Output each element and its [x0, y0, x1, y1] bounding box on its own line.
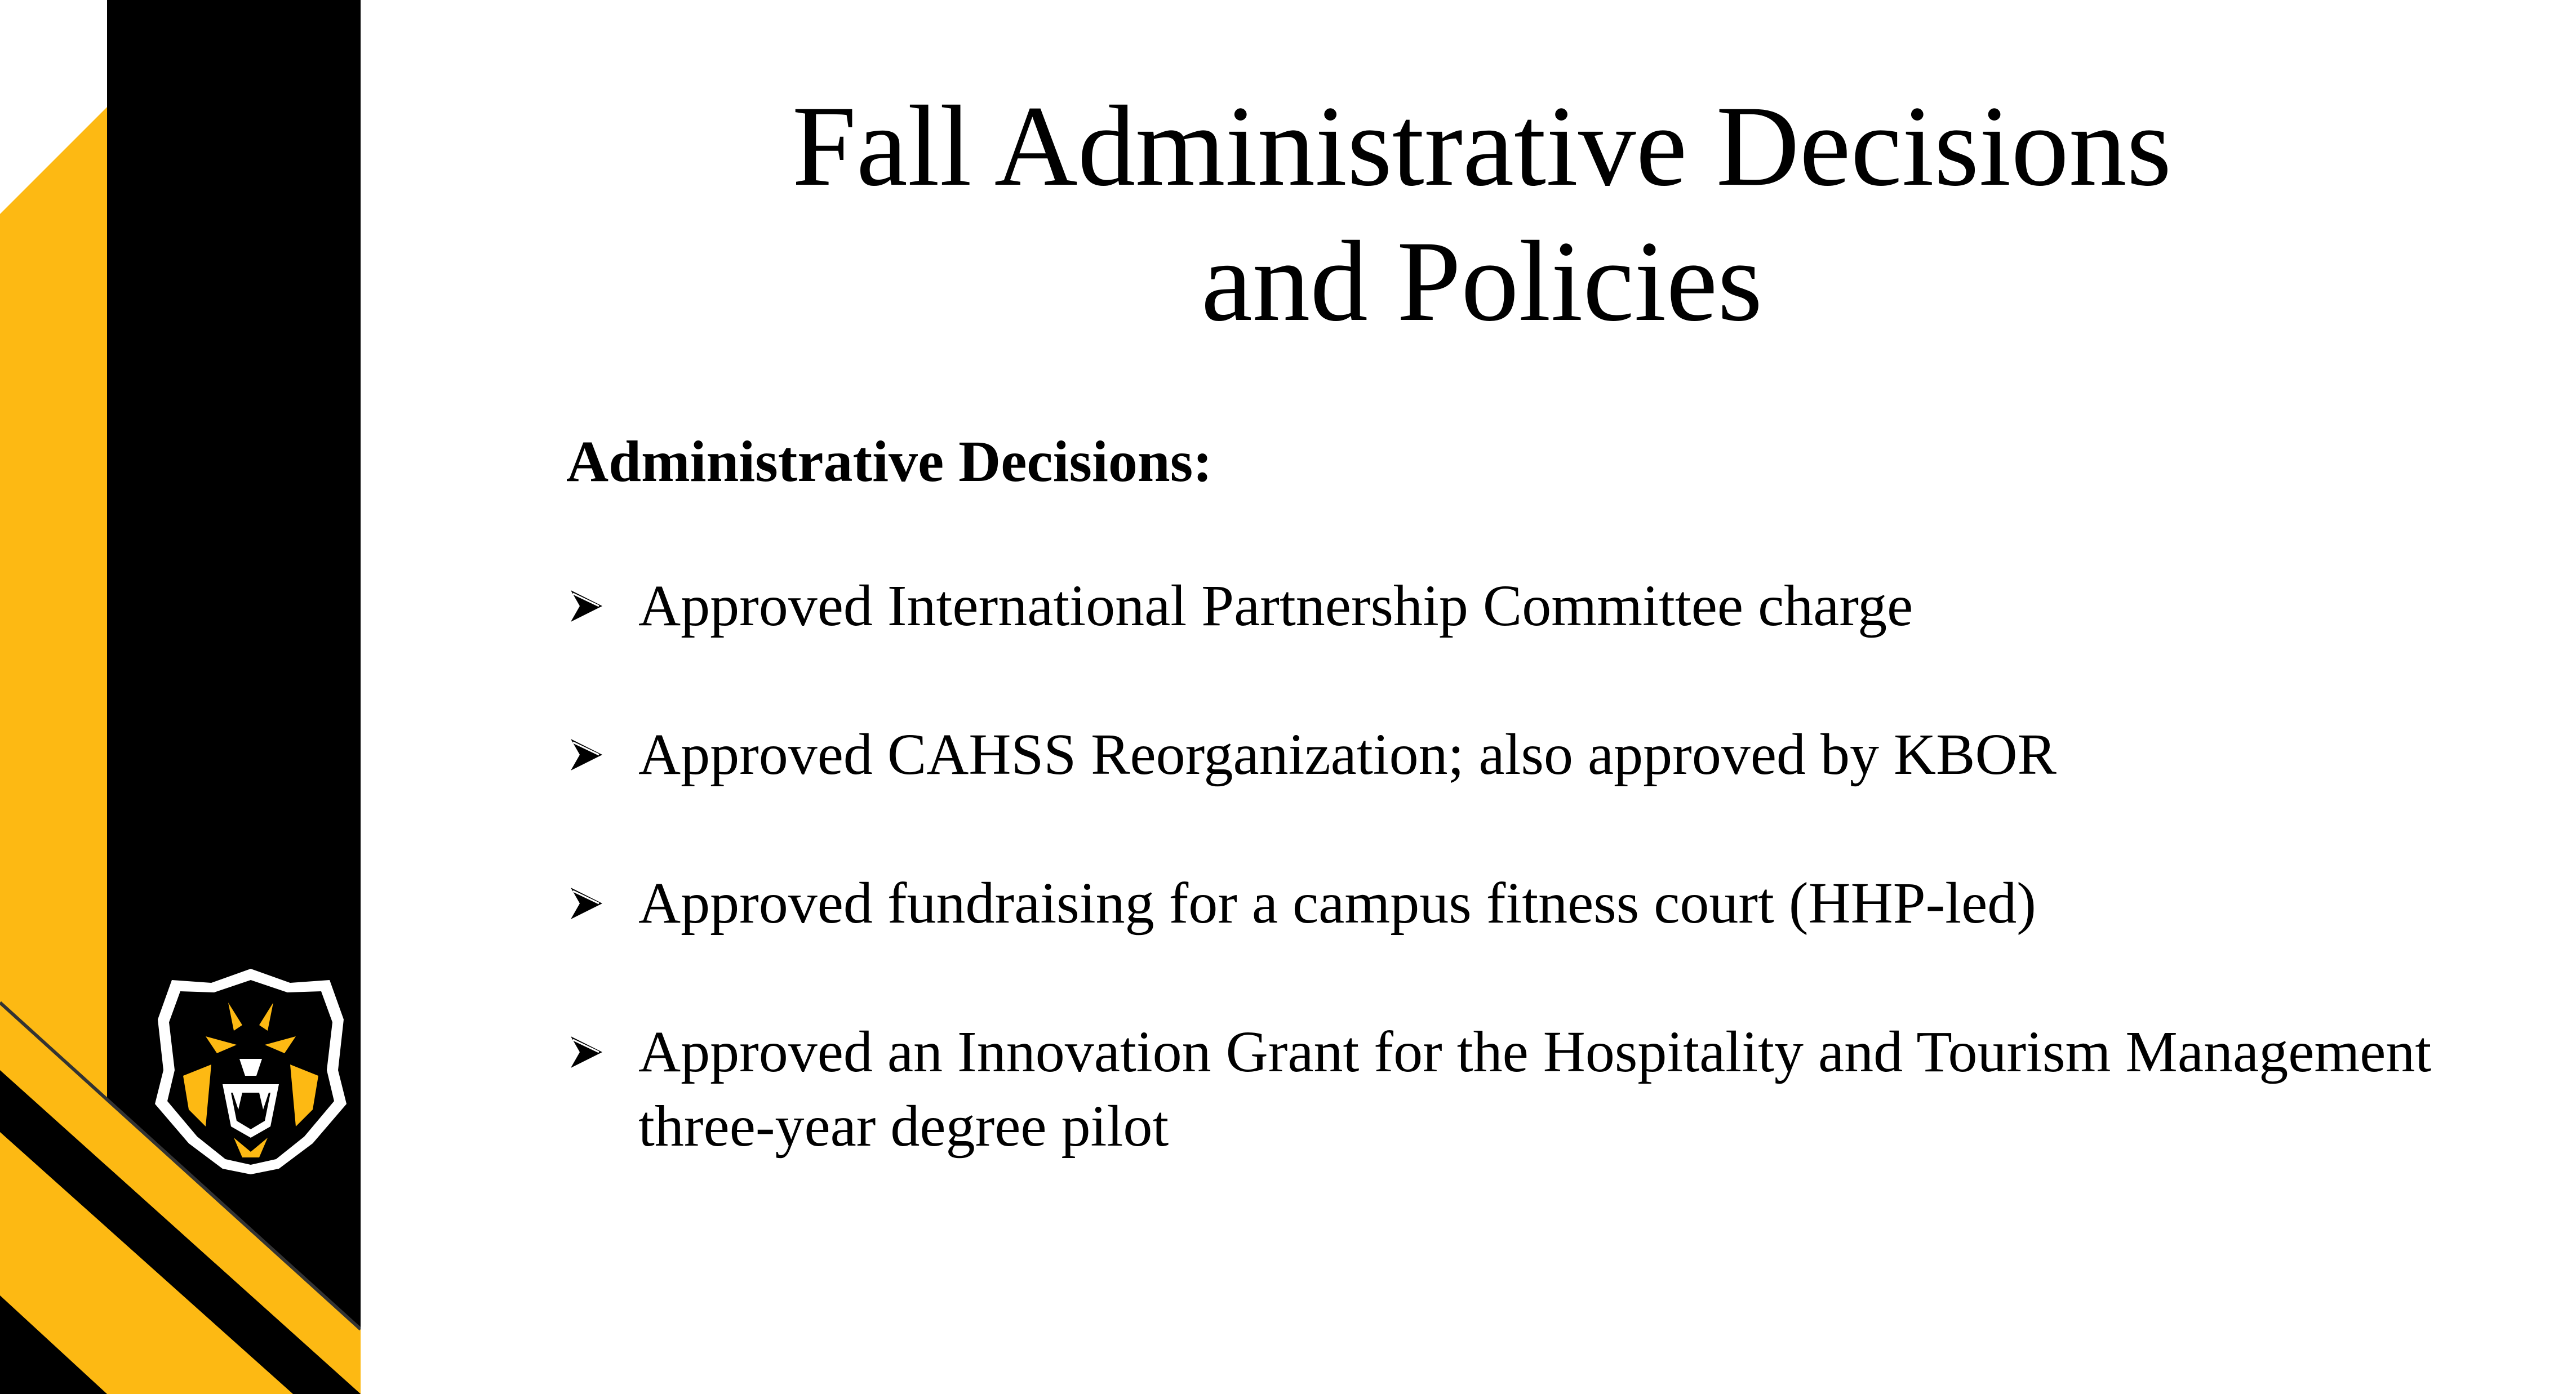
arrowhead-bullet-icon — [566, 1015, 611, 1089]
arrowhead-bullet-icon — [566, 866, 611, 941]
arrowhead-bullet-icon — [566, 569, 611, 643]
slide-title — [637, 79, 2327, 349]
list-item-text: Approved fundraising for a campus fitness court (HHP-led) — [638, 871, 2036, 936]
section-heading: Administrative Decisions: — [566, 429, 1213, 494]
list-item — [566, 1015, 2510, 1164]
list-item-text: Approved an Innovation Grant for the Hospitality and Tourism Management three-year degree pilot — [638, 1019, 2432, 1159]
slide-title-line-1: Fall Administrative Decisions — [792, 82, 2172, 210]
decorative-side-band — [0, 0, 361, 1394]
decision-list — [566, 569, 2510, 1164]
list-item — [566, 866, 2510, 941]
arrowhead-bullet-icon — [566, 718, 611, 792]
tiger-head-logo-icon — [144, 957, 358, 1177]
slide-title-line-2: and Policies — [1201, 217, 1763, 345]
list-item-text: Approved CAHSS Reorganization; also approved by KBOR — [638, 722, 2057, 787]
slide-body — [566, 428, 2510, 1238]
list-item — [566, 569, 2510, 643]
list-item — [566, 718, 2510, 792]
list-item-text: Approved International Partnership Committee charge — [638, 573, 1913, 638]
